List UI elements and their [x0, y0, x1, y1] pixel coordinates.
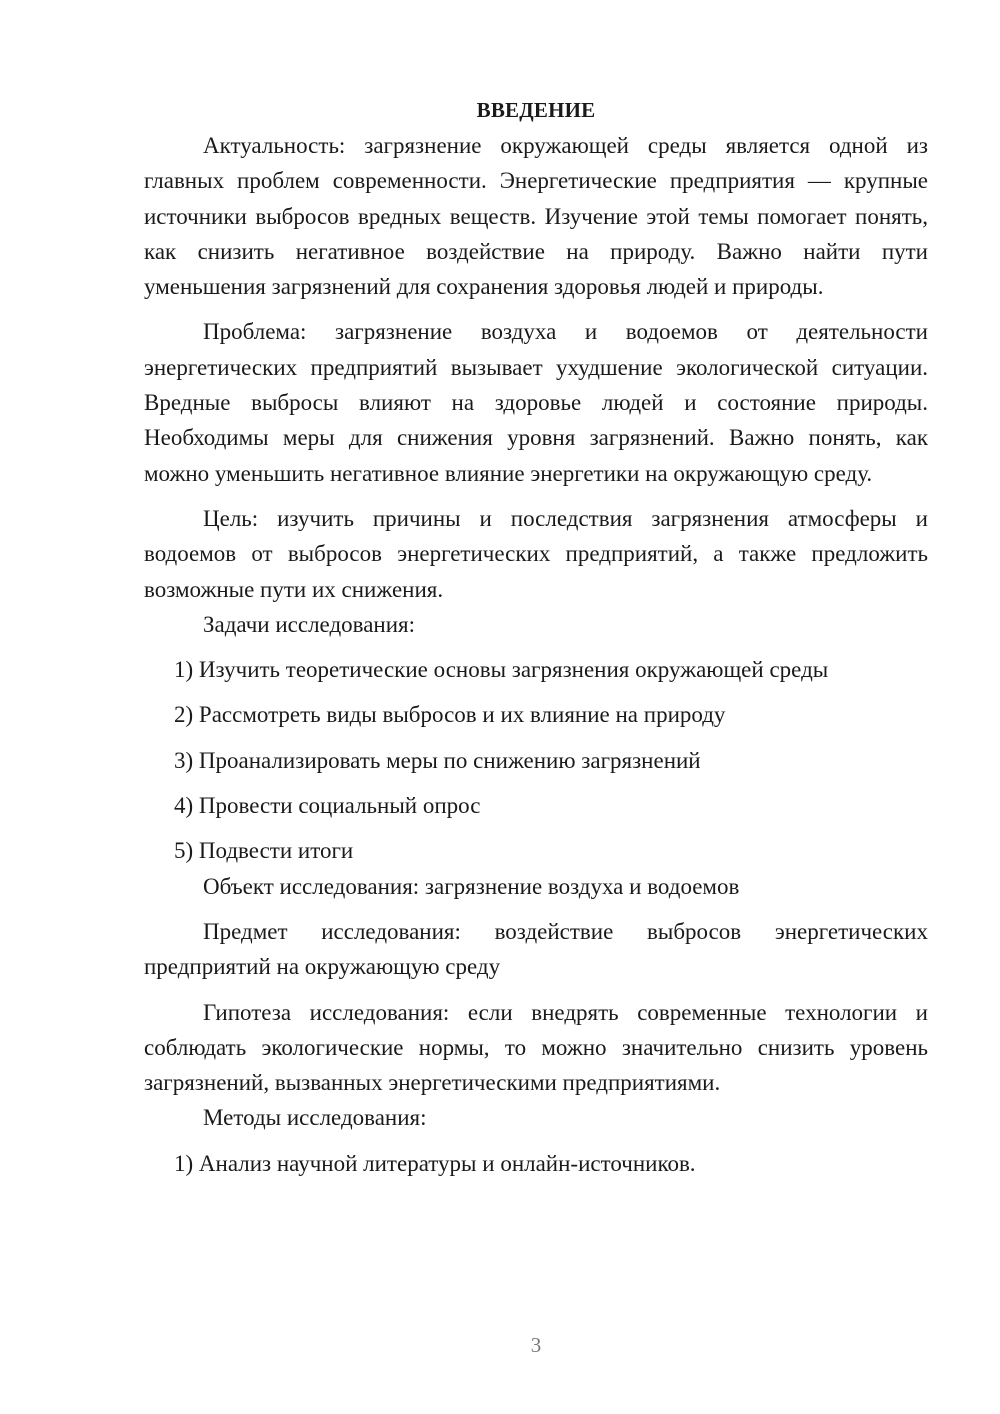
paragraph-object: Объект исследования: загрязнение воздуха и водоемов	[203, 873, 740, 899]
methods-heading: Методы исследования:	[203, 1105, 427, 1131]
paragraph-goal: Цель: изучить причины и последствия загрязнения атмосферы и водоемов от выбросов энергетических предприятий, а также предложить возможные пути их снижения.	[144, 505, 928, 602]
list-item: 3) Проанализировать меры по снижению загрязнений	[174, 747, 701, 773]
tasks-heading: Задачи исследования:	[203, 611, 416, 637]
page-content	[144, 93, 928, 1181]
list-item: 1) Анализ научной литературы и онлайн-источников.	[174, 1150, 696, 1176]
paragraph-problem: Проблема: загрязнение воздуха и водоемов от деятельности энергетических предприятий вызывает ухудшение экологической ситуации. Вредные выбросы влияют на здоровье людей и состояние природы. Необходимы меры для снижения уровня загрязнений. Важно понять, как можно уменьшить негативное влияние энергетики на окружающую среду.	[144, 319, 928, 486]
paragraph-subject: Предмет исследования: воздействие выбросов энергетических предприятий на окружающую среду	[144, 918, 928, 980]
page-title: ВВЕДЕНИЕ	[476, 98, 596, 122]
tasks-list	[144, 652, 928, 868]
list-item: 5) Подвести итоги	[174, 838, 354, 864]
methods-list	[144, 1146, 928, 1181]
list-item: 1) Изучить теоретические основы загрязнения окружающей среды	[174, 657, 829, 683]
paragraph-relevance: Актуальность: загрязнение окружающей среды является одной из главных проблем современности. Энергетические предприятия — крупные источники выбросов вредных веществ. Изучение этой темы помогает понять, как снизить негативное воздействие на природу. Важно найти пути уменьшения загрязнений для сохранения здоровья людей и природы.	[144, 133, 928, 300]
list-item: 2) Рассмотреть виды выбросов и их влияние на природу	[174, 702, 726, 728]
paragraph-hypothesis: Гипотеза исследования: если внедрять современные технологии и соблюдать экологические нормы, то можно значительно снизить уровень загрязнений, вызванных энергетическими предприятиями.	[144, 999, 928, 1096]
list-item: 4) Провести социальный опрос	[174, 793, 481, 819]
page-number: 3	[530, 1333, 542, 1357]
